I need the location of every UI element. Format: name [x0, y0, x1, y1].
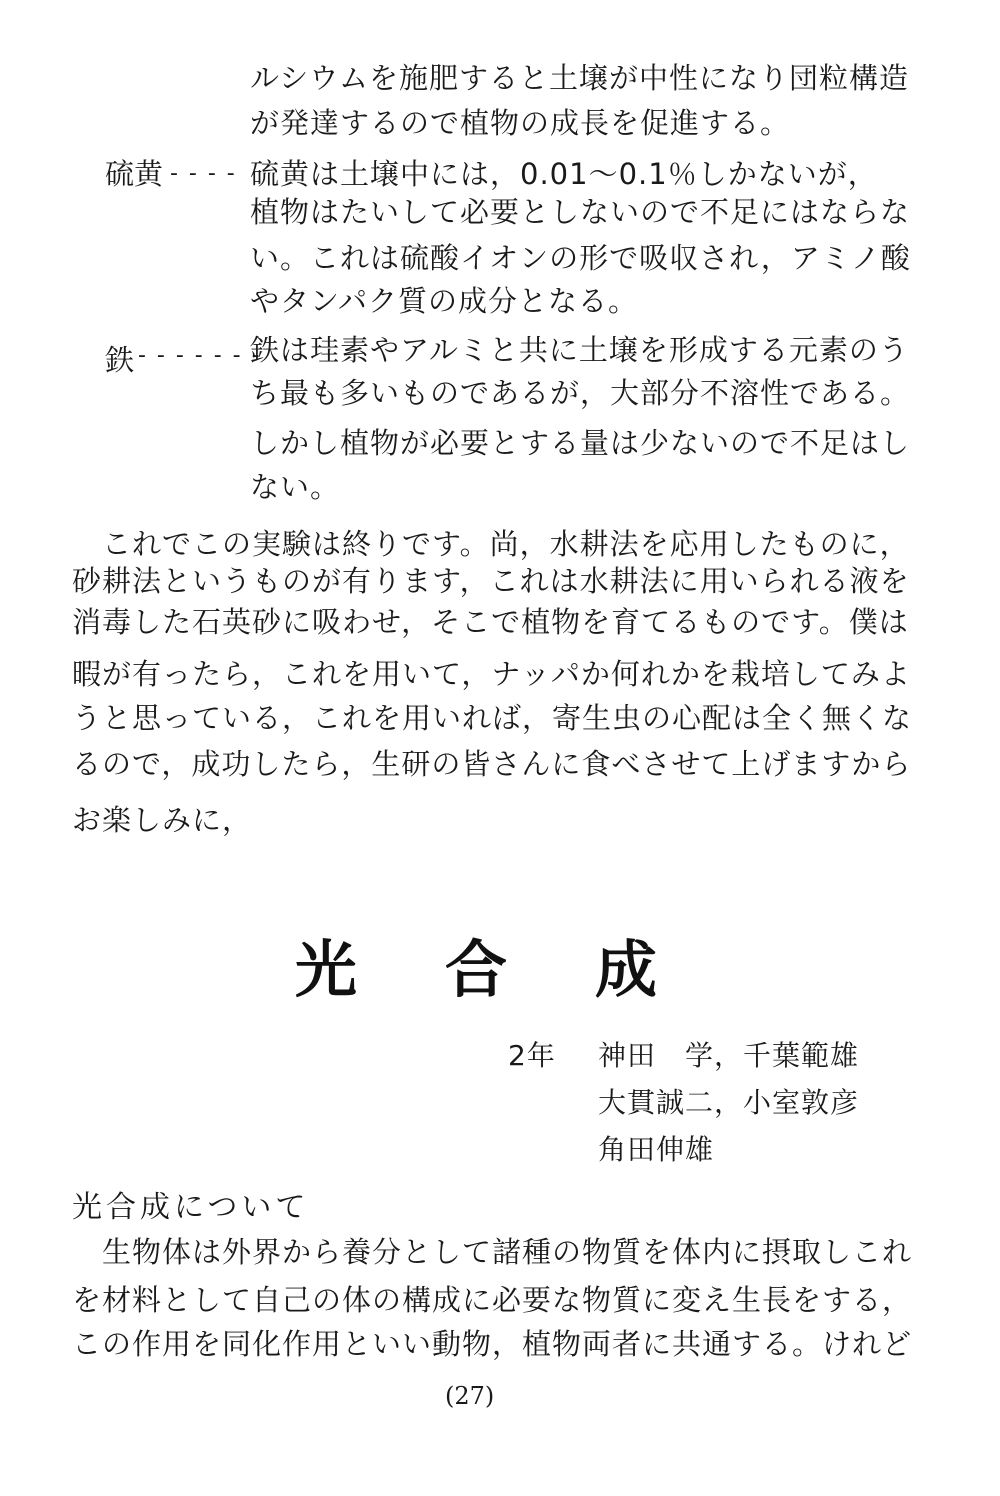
- entry-term-sulfur: 硫黄: [105, 157, 164, 191]
- paragraph-line: 消毒した石英砂に吸わせ，そこで植物を育てるものです。僕は: [72, 605, 909, 639]
- paragraph-line: お楽しみに，: [72, 803, 253, 837]
- text-line: ルシウムを施肥すると土壌が中性になり団粒構造: [250, 61, 909, 95]
- text-line: が発達するので植物の成長を促進する。: [250, 106, 791, 140]
- paragraph-line: うと思っている，これを用いれば，寄生虫の心配は全く無くな: [72, 701, 913, 735]
- author-line: 神田 学，千葉範雄: [598, 1039, 860, 1072]
- paragraph-line: 暇が有ったら，これを用いて，ナッパか何れかを栽培してみよ: [72, 657, 911, 691]
- article-title: 光合成: [295, 933, 746, 1006]
- entry-term-iron: 鉄: [105, 343, 135, 377]
- entry-leader-dashes: - - - -: [170, 161, 237, 186]
- entry-leader-dashes: - - - - - - -: [138, 343, 262, 368]
- author-grade: 2年: [508, 1039, 556, 1072]
- text-line: しかし植物が必要とする量は少ないので不足はし: [250, 426, 911, 460]
- section-heading: 光合成について: [72, 1190, 310, 1225]
- text-line: 鉄は珪素やアルミと共に土壌を形成する元素のう: [250, 333, 909, 367]
- text-line: やタンパク質の成分となる。: [250, 284, 638, 318]
- body-line: 生物体は外界から養分として諸種の物質を体内に摂取しこれ: [72, 1235, 913, 1269]
- text-line: ち最も多いものであるが，大部分不溶性である。: [250, 376, 911, 410]
- text-line: 硫黄は土壌中には，0.01～0.1％しかないが，: [250, 157, 878, 191]
- body-line: を材料として自己の体の構成に必要な物質に変え生長をする，: [72, 1283, 913, 1317]
- body-line: この作用を同化作用といい動物，植物両者に共通する。けれど: [72, 1327, 913, 1361]
- author-line: 角田伸雄: [598, 1133, 715, 1166]
- page-number: (27): [445, 1382, 495, 1410]
- author-line: 大貫誠二，小室敦彦: [598, 1086, 860, 1119]
- text-line: ない。: [250, 470, 341, 504]
- paragraph-line: これでこの実験は終りです。尚，水耕法を応用したものに，: [72, 527, 910, 561]
- paragraph-line: 砂耕法というものが有ります，これは水耕法に用いられる液を: [72, 564, 910, 598]
- paragraph-line: るので，成功したら，生研の皆さんに食べさせて上げますから: [72, 747, 912, 781]
- text-line: 植物はたいして必要としないので不足にはならな: [250, 195, 911, 229]
- text-line: い。これは硫酸イオンの形で吸収され，アミノ酸: [250, 241, 911, 275]
